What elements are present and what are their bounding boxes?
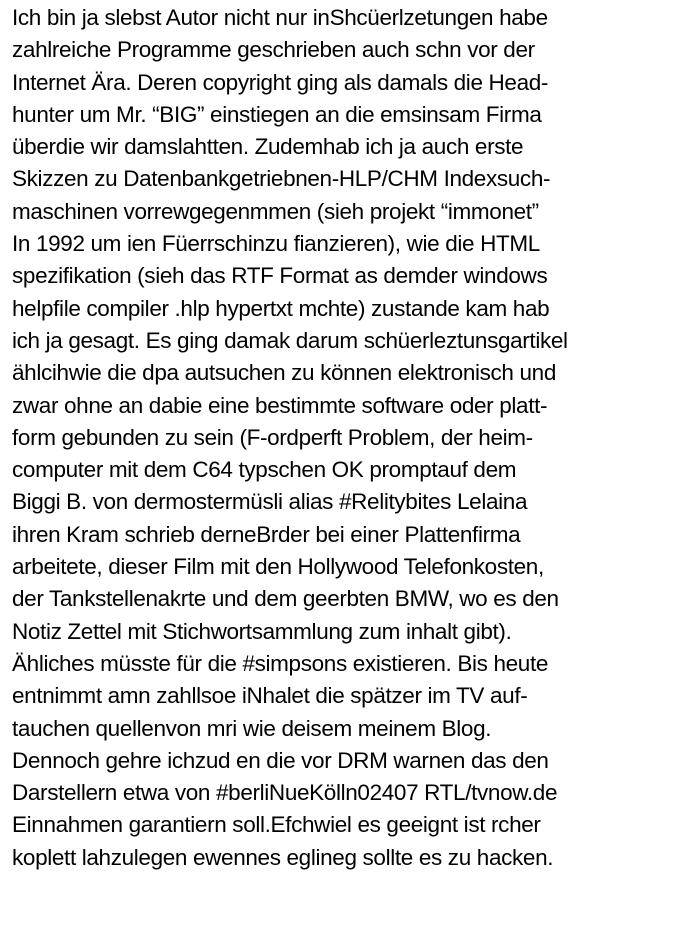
text-line-15: computer mit dem C64 typschen OK promptauf dem: [12, 457, 517, 483]
text-line-16: Biggi B. von dermostermüsli alias #Relitybites Lelaina: [12, 489, 528, 515]
text-line-5: überdie wir damslahtten. Zudemhab ich ja auch erste: [12, 134, 524, 160]
text-line-25: Darstellern etwa von #berliNueKölln02407 RTL/tvnow.de: [12, 780, 558, 806]
text-line-6: Skizzen zu Datenbankgetriebnen-HLP/CHM Indexsuch-: [12, 166, 551, 192]
text-line-21: Ähliches müsste für die #simpsons existieren. Bis heute: [12, 650, 549, 676]
text-line-27: koplett lahzulegen ewennes eglineg sollte es zu hacken.: [12, 844, 554, 870]
text-line-13: zwar ohne an dabie eine bestimmte software oder platt-: [12, 392, 548, 418]
text-line-24: Dennoch gehre ichzud en die vor DRM warnen das den: [12, 747, 549, 773]
text-line-10: helpfile compiler .hlp hypertxt mchte) zustande kam hab: [12, 295, 550, 321]
text-line-4: hunter um Mr. “BIG” einstiegen an die emsinsam Firma: [12, 101, 542, 127]
text-line-7: maschinen vorrewgegenmmen (sieh projekt “immonet”: [12, 198, 539, 224]
text-line-20: Notiz Zettel mit Stichwortsammlung zum inhalt gibt).: [12, 618, 512, 644]
text-line-3: Internet Ära. Deren copyright ging als damals die Head-: [12, 69, 549, 95]
text-line-1: Ich bin ja slebst Autor nicht nur inShcüerlzetungen habe: [12, 5, 548, 30]
text-line-12: ählcihwie die dpa autsuchen zu können elektronisch und: [12, 360, 556, 386]
text-line-23: tauchen quellenvon mri wie deisem meinem Blog.: [12, 715, 492, 741]
text-line-2: zahlreiche Programme geschrieben auch schn vor der: [12, 37, 535, 63]
text-line-17: ihren Kram schrieb derneBrder bei einer Plattenfirma: [12, 521, 521, 547]
text-line-9: spezifikation (sieh das RTF Format as demder windows: [12, 263, 548, 289]
body-text: [12, 2, 680, 874]
text-line-18: arbeitete, dieser Film mit den Hollywood Telefonkosten,: [12, 554, 544, 580]
text-line-19: der Tankstellenakrte und dem geerbten BMW, wo es den: [12, 586, 559, 612]
text-line-26: Einnahmen garantiern soll.Efchwiel es geeignt ist rcher: [12, 812, 541, 838]
text-line-8: In 1992 um ien Füerrschinzu fianzieren), wie die HTML: [12, 231, 540, 257]
text-line-22: entnimmt amn zahllsoe iNhalet die spätzer im TV auf-: [12, 683, 528, 709]
text-line-14: form gebunden zu sein (F-ordperft Problem, der heim-: [12, 424, 533, 450]
text-line-11: ich ja gesagt. Es ging damak darum schüerleztunsgartikel: [12, 327, 568, 353]
